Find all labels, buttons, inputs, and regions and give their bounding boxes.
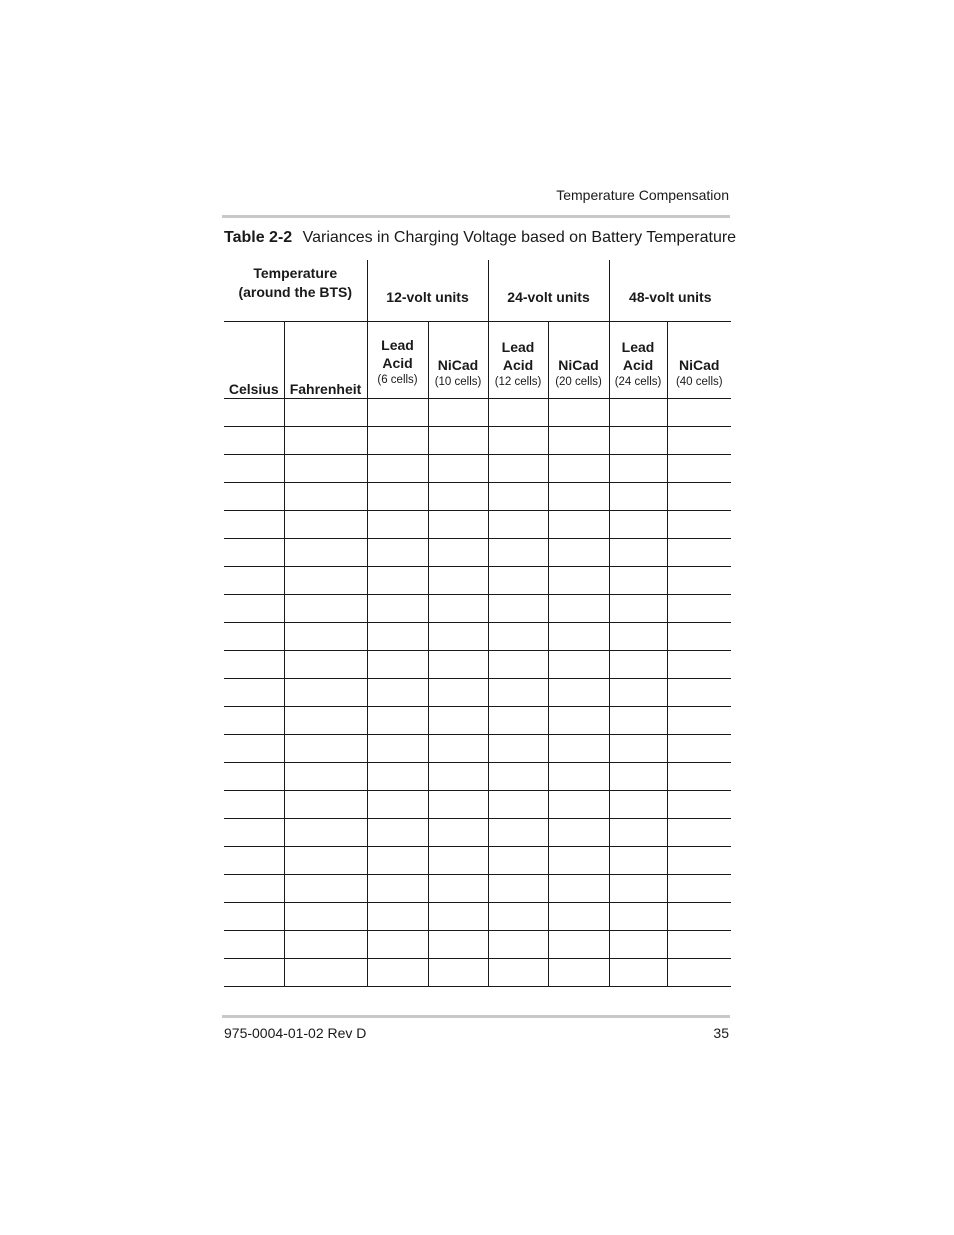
table-cell xyxy=(428,399,488,427)
table-cell xyxy=(284,483,367,511)
table-cell xyxy=(428,567,488,595)
table-cell xyxy=(548,567,609,595)
table-cell xyxy=(428,511,488,539)
table-cell xyxy=(224,511,284,539)
table-row xyxy=(224,791,731,819)
table-cell xyxy=(609,483,667,511)
table-cell xyxy=(367,763,428,791)
table-cell xyxy=(667,847,731,875)
table-cell xyxy=(548,959,609,987)
table-cell xyxy=(609,623,667,651)
table-cell xyxy=(367,735,428,763)
table-cell xyxy=(367,819,428,847)
table-cell xyxy=(428,875,488,903)
table-cell xyxy=(428,847,488,875)
table-cell xyxy=(667,455,731,483)
table-cell xyxy=(367,483,428,511)
table-cell xyxy=(548,875,609,903)
table-cell xyxy=(609,455,667,483)
table-cell xyxy=(609,735,667,763)
table-row xyxy=(224,847,731,875)
lead-acid-12-line1: Lead xyxy=(381,337,414,353)
table-cell xyxy=(609,819,667,847)
lead-acid-24-cells: (12 cells) xyxy=(494,376,542,388)
table-cell xyxy=(428,595,488,623)
running-head: Temperature Compensation xyxy=(556,187,729,203)
table-cell xyxy=(224,651,284,679)
table-cell xyxy=(548,931,609,959)
table-cell xyxy=(667,651,731,679)
table-cell xyxy=(367,875,428,903)
table-cell xyxy=(284,511,367,539)
lead-acid-48-line1: Lead xyxy=(621,339,655,355)
table-cell xyxy=(284,903,367,931)
table-cell xyxy=(428,483,488,511)
table-cell xyxy=(667,679,731,707)
table-cell xyxy=(548,903,609,931)
celsius-header: Celsius xyxy=(224,322,284,399)
table-cell xyxy=(284,623,367,651)
table-cell xyxy=(224,427,284,455)
table-cell xyxy=(609,791,667,819)
table-cell xyxy=(548,399,609,427)
table-cell xyxy=(367,931,428,959)
table-cell xyxy=(428,791,488,819)
table-cell xyxy=(284,567,367,595)
table-cell xyxy=(548,847,609,875)
table-cell xyxy=(609,539,667,567)
table-cell xyxy=(284,875,367,903)
table-cell xyxy=(609,763,667,791)
table-cell xyxy=(548,455,609,483)
nicad-48-header xyxy=(667,322,731,399)
table-cell xyxy=(548,707,609,735)
table-row xyxy=(224,427,731,455)
table-cell xyxy=(284,427,367,455)
table-cell xyxy=(367,707,428,735)
table-cell xyxy=(488,931,548,959)
table-cell xyxy=(428,455,488,483)
table-cell xyxy=(428,931,488,959)
table-cell xyxy=(224,567,284,595)
table-body xyxy=(224,399,731,987)
table-cell xyxy=(548,763,609,791)
table-cell xyxy=(428,707,488,735)
table-row xyxy=(224,511,731,539)
table-cell xyxy=(667,623,731,651)
table-cell xyxy=(488,679,548,707)
nicad-12-label: NiCad xyxy=(437,357,479,373)
table-cell xyxy=(609,595,667,623)
table-cell xyxy=(367,791,428,819)
table-cell xyxy=(488,455,548,483)
table-cell xyxy=(488,903,548,931)
nicad-48-cells: (40 cells) xyxy=(675,376,723,388)
table-cell xyxy=(667,875,731,903)
lead-acid-24-line1: Lead xyxy=(501,339,535,355)
lead-acid-48-header xyxy=(609,322,667,399)
table-cell xyxy=(609,567,667,595)
table-cell xyxy=(224,679,284,707)
table-cell xyxy=(548,679,609,707)
table-cell xyxy=(667,511,731,539)
table-row xyxy=(224,931,731,959)
lead-acid-24-line2: Acid xyxy=(502,357,534,373)
table-row xyxy=(224,679,731,707)
table-cell xyxy=(667,735,731,763)
lead-acid-12-cells: (6 cells) xyxy=(377,374,418,386)
table-cell xyxy=(224,623,284,651)
table-cell xyxy=(224,539,284,567)
table-cell xyxy=(548,651,609,679)
fahrenheit-header: Fahrenheit xyxy=(284,322,367,399)
table-row xyxy=(224,819,731,847)
table-row xyxy=(224,875,731,903)
table-cell xyxy=(284,595,367,623)
lead-acid-48-cells: (24 cells) xyxy=(614,376,662,388)
lead-acid-12-line2: Acid xyxy=(382,355,413,371)
table-cell xyxy=(488,763,548,791)
table-cell xyxy=(488,427,548,455)
table-cell xyxy=(224,959,284,987)
table-row xyxy=(224,623,731,651)
table-cell xyxy=(284,679,367,707)
table-row xyxy=(224,763,731,791)
table-cell xyxy=(428,427,488,455)
table-cell xyxy=(548,819,609,847)
table-cell xyxy=(367,427,428,455)
table-cell xyxy=(548,791,609,819)
table-cell xyxy=(224,595,284,623)
table-cell xyxy=(548,735,609,763)
table-row xyxy=(224,903,731,931)
table-cell xyxy=(284,735,367,763)
table-cell xyxy=(428,959,488,987)
lead-acid-12-header xyxy=(367,322,428,399)
table-row xyxy=(224,399,731,427)
table-cell xyxy=(428,679,488,707)
nicad-24-label: NiCad xyxy=(558,357,599,373)
table-cell xyxy=(367,847,428,875)
table-cell xyxy=(488,623,548,651)
battery-temperature-table xyxy=(224,260,731,987)
nicad-24-cells: (20 cells) xyxy=(555,376,602,388)
table-cell xyxy=(284,819,367,847)
table-caption-label: Table 2-2 xyxy=(224,229,293,246)
table-cell xyxy=(284,707,367,735)
table-cell xyxy=(284,847,367,875)
table-cell xyxy=(284,399,367,427)
table-cell xyxy=(488,511,548,539)
table-cell xyxy=(428,763,488,791)
table-cell xyxy=(367,539,428,567)
table-cell xyxy=(367,567,428,595)
table-cell xyxy=(609,679,667,707)
table-cell xyxy=(284,539,367,567)
table-cell xyxy=(609,427,667,455)
table-cell xyxy=(667,427,731,455)
table-cell xyxy=(667,763,731,791)
table-cell xyxy=(488,567,548,595)
table-cell xyxy=(428,651,488,679)
table-cell xyxy=(367,511,428,539)
table-row xyxy=(224,455,731,483)
table-cell xyxy=(428,735,488,763)
table-cell xyxy=(367,679,428,707)
footer-rule xyxy=(222,1015,730,1018)
table-caption-title: Variances in Charging Voltage based on Battery Temperature xyxy=(302,229,737,246)
table-cell xyxy=(488,595,548,623)
table-cell xyxy=(428,903,488,931)
table-cell xyxy=(667,959,731,987)
table-cell xyxy=(488,707,548,735)
table-cell xyxy=(548,483,609,511)
table-cell xyxy=(488,847,548,875)
table-cell xyxy=(224,903,284,931)
table-row xyxy=(224,483,731,511)
table-cell xyxy=(667,567,731,595)
table-cell xyxy=(488,399,548,427)
table-cell xyxy=(488,791,548,819)
table-cell xyxy=(667,707,731,735)
table-cell xyxy=(284,931,367,959)
table-cell xyxy=(609,903,667,931)
table-cell xyxy=(224,791,284,819)
table-caption xyxy=(224,229,736,247)
table-cell xyxy=(609,875,667,903)
table-cell xyxy=(488,483,548,511)
table-cell xyxy=(609,399,667,427)
lead-acid-24-header xyxy=(488,322,548,399)
table-cell xyxy=(224,875,284,903)
document-number: 975-0004-01-02 Rev D xyxy=(224,1025,367,1041)
table-cell xyxy=(224,399,284,427)
table-cell xyxy=(367,595,428,623)
table-cell xyxy=(667,595,731,623)
table-cell xyxy=(609,707,667,735)
table-cell xyxy=(488,651,548,679)
table-cell xyxy=(609,511,667,539)
table-cell xyxy=(667,791,731,819)
volt12-group-header: 12-volt units xyxy=(367,260,488,322)
table-cell xyxy=(367,903,428,931)
table-cell xyxy=(548,623,609,651)
table-cell xyxy=(488,735,548,763)
temperature-header-line2: (around the BTS) xyxy=(238,284,353,300)
table-cell xyxy=(548,595,609,623)
nicad-24-header xyxy=(548,322,609,399)
table-cell xyxy=(284,763,367,791)
table-cell xyxy=(667,903,731,931)
table-row xyxy=(224,707,731,735)
table-cell xyxy=(488,819,548,847)
table-cell xyxy=(488,959,548,987)
table-row xyxy=(224,959,731,987)
table-cell xyxy=(367,651,428,679)
table-cell xyxy=(548,511,609,539)
table-row xyxy=(224,567,731,595)
table-cell xyxy=(224,483,284,511)
table-cell xyxy=(488,875,548,903)
table-cell xyxy=(667,483,731,511)
table-cell xyxy=(548,539,609,567)
table-row xyxy=(224,595,731,623)
table-cell xyxy=(667,931,731,959)
table-cell xyxy=(284,455,367,483)
table-cell xyxy=(284,651,367,679)
table-row xyxy=(224,651,731,679)
volt48-group-header: 48-volt units xyxy=(609,260,731,322)
table-cell xyxy=(367,623,428,651)
table-cell xyxy=(609,959,667,987)
header-rule xyxy=(222,215,730,218)
table-cell xyxy=(224,707,284,735)
table-cell xyxy=(428,623,488,651)
table-cell xyxy=(548,427,609,455)
table-cell xyxy=(488,539,548,567)
table-row xyxy=(224,539,731,567)
table-cell xyxy=(609,931,667,959)
table-cell xyxy=(284,959,367,987)
nicad-12-header xyxy=(428,322,488,399)
temperature-group-header xyxy=(224,260,367,322)
page-number: 35 xyxy=(713,1025,729,1041)
table-cell xyxy=(224,735,284,763)
table-cell xyxy=(428,819,488,847)
table-cell xyxy=(609,847,667,875)
table-cell xyxy=(609,651,667,679)
table-cell xyxy=(367,399,428,427)
table-row xyxy=(224,735,731,763)
table-cell xyxy=(667,819,731,847)
volt24-group-header: 24-volt units xyxy=(488,260,609,322)
table-cell xyxy=(284,791,367,819)
table-cell xyxy=(224,819,284,847)
table-cell xyxy=(224,455,284,483)
table-cell xyxy=(667,399,731,427)
table-cell xyxy=(428,539,488,567)
table-cell xyxy=(224,847,284,875)
table-cell xyxy=(224,763,284,791)
table-cell xyxy=(367,959,428,987)
table-cell xyxy=(367,455,428,483)
nicad-12-cells: (10 cells) xyxy=(434,376,482,388)
table-cell xyxy=(224,931,284,959)
temperature-header-line1: Temperature xyxy=(253,265,338,281)
lead-acid-48-line2: Acid xyxy=(622,357,654,373)
table-cell xyxy=(667,539,731,567)
nicad-48-label: NiCad xyxy=(679,357,720,373)
